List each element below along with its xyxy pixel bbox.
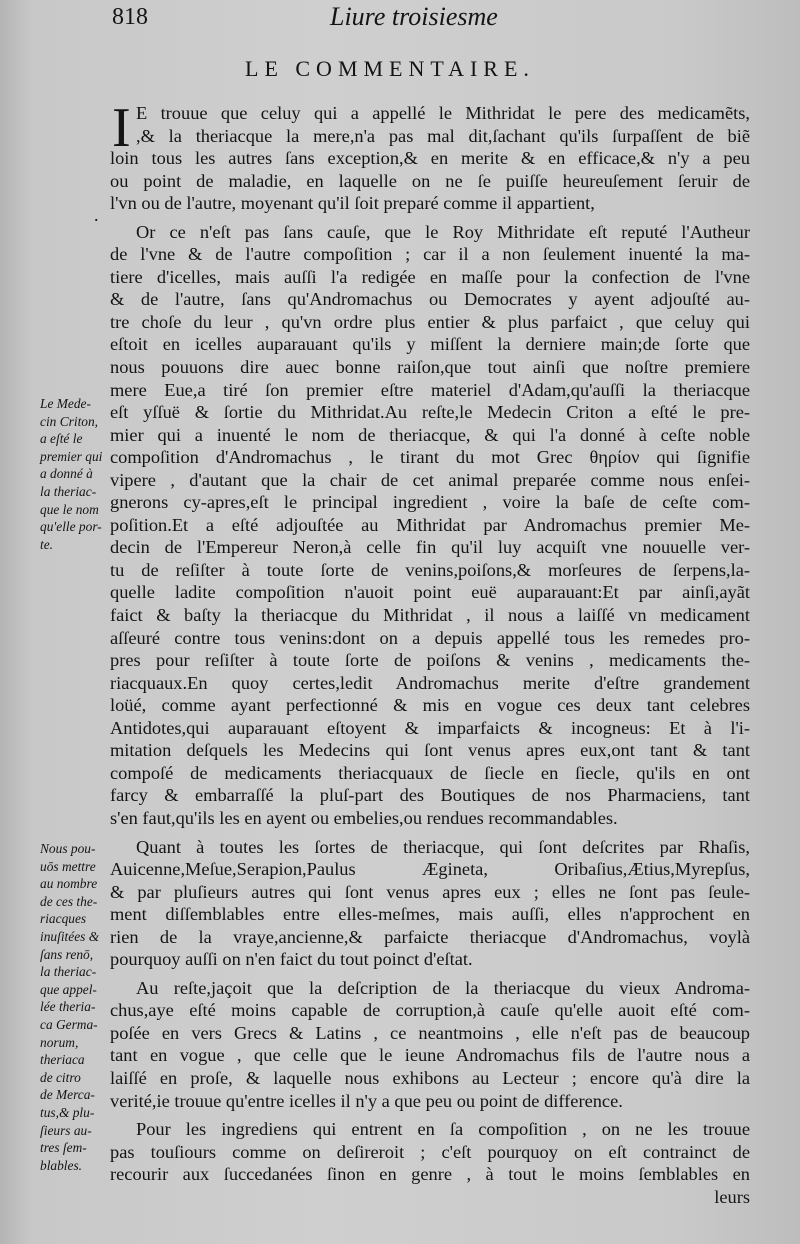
note-line: que appel- xyxy=(40,981,97,997)
text-line: de l'vne & de l'autre compoſition ; car il a non ſeulement inuenté la ma- xyxy=(110,244,750,265)
text-line: pres pour reſiſter à toute ſorte de poiſons & venins , medicaments the- xyxy=(110,650,750,671)
note-line: a donné à xyxy=(40,466,93,482)
text-line: faict & baſty la theriacque du Mithridat , il nous a laiſſé vn medicament xyxy=(110,605,750,626)
note-line: la theriac- xyxy=(40,483,97,499)
drop-cap: I xyxy=(112,97,131,159)
note-line: de citro xyxy=(40,1069,81,1085)
text-line: Auicenne,Meſue,Serapion,Paulus Æginetа, Oribaſius,Ætius,Myrepſus, xyxy=(110,859,750,880)
main-text xyxy=(110,97,750,1208)
note-line: ſieurs au- xyxy=(40,1122,92,1138)
note-line: norum, xyxy=(40,1034,79,1050)
text-line: decin de l'Empereur Neron,à celle fin qu'il luy acquiſt vne nouuelle ver- xyxy=(110,537,750,558)
text-line: s'en faut,qu'ils les en ayent ou embelies,ou rendues recommandables. xyxy=(110,807,618,828)
text-line: gnerons cy-apres,eſt le principal ingredient , voire la baſe de ceſte com- xyxy=(110,492,750,513)
text-line: eſt yſſuë & ſortie du Mithridat.Au reſte,le Medecin Criton a eſté le pre- xyxy=(110,402,750,423)
text-line: vipere , d'autant que la chair de cet animal preparée comme nous enſei- xyxy=(110,469,750,490)
note-line: premier qui xyxy=(40,448,103,464)
text-line: mitation deſquels les Medecins qui ſont venus apres eux,ont tant & tant xyxy=(110,740,750,761)
note-line: riacques xyxy=(40,911,87,927)
text-line: loüé, comme ayant perfectionné & mis en vogue ces deux tant celebres xyxy=(110,695,750,716)
note-line: lée theria- xyxy=(40,999,96,1015)
text-line: ment diſſemblables entre elles-meſmes, mais auſſi, elles n'approchent en xyxy=(110,904,750,925)
text-line: farcy & embarraſſé la pluſ-part des Boutiques de nos Pharmaciens, tant xyxy=(110,785,750,806)
note-line: de ces the- xyxy=(40,893,98,909)
note-line: uōs mettre xyxy=(40,858,96,874)
note-line: Le Mede- xyxy=(40,396,91,411)
text-line: Pour les ingrediens qui entrent en ſa compoſition , on ne les trouue xyxy=(136,1119,750,1140)
text-line: aſſeuré contre tous venins:dont on a depuis appellé tous les remedes pro- xyxy=(110,627,750,648)
text-line: riacquaux.En quoy certes,ledit Andromachus merite d'eſtre grandement xyxy=(110,672,750,693)
text-line: eſtoit en icelles auparauant qu'ils y miſſent la derniere main;de ſorte que xyxy=(110,334,750,355)
note-line: Nous pou- xyxy=(40,841,96,856)
note-line: la theriac- xyxy=(40,964,97,980)
note-line: inuſitées & xyxy=(40,928,100,944)
text-line: nous pouuons dire auec bonne raiſon,que tout ainſi que noſtre premiere xyxy=(110,357,750,378)
note-line: blables. xyxy=(40,1157,83,1173)
text-line: ,& la theriacque la mere,n'a pas mal dit,ſachant qu'ils ſurpaſſent de biẽ xyxy=(136,125,750,146)
text-line: compoſition d'Andromachus , le tirant du mot Grec θηρίον qui ſignifie xyxy=(110,447,750,468)
margin-note-criton xyxy=(40,395,124,553)
note-line: a eſté le xyxy=(40,431,83,447)
section-title: LE COMMENTAIRE. xyxy=(245,56,535,81)
note-line: que le nom xyxy=(40,501,99,517)
catchword: leurs xyxy=(714,1186,750,1207)
text-line: pas touſiours comme on deſireroit ; c'eſt pourquoy on eſt contrainct de xyxy=(110,1141,750,1162)
note-line: cin Criton, xyxy=(40,413,99,429)
text-line: mere Eue,a tiré ſon premier eſtre materiel d'Adam,qu'auſſi la theriacque xyxy=(110,379,750,400)
text-line: poſition.Et a eſté adjouſtée au Mithridat par Andromachus premier Me- xyxy=(110,514,750,535)
page-number: 818 xyxy=(112,4,148,30)
note-line: theriaca xyxy=(40,1052,85,1068)
text-line: tiere d'icelles, mais auſſi l'a redigée en maſſe pour la confection de l'vne xyxy=(110,266,750,287)
text-line: Au reſte,jaçoit que la deſcription de la theriacque du vieux Androma- xyxy=(136,977,750,998)
text-line: laiſſé en proſe, & laquelle nous exhibons au Lecteur ; encore qu'à dire la xyxy=(110,1067,750,1088)
text-line: mier qui a inuenté le nom de theriacque, & qui l'a donné à ceſte noble xyxy=(110,424,750,445)
note-line: tus,& plu- xyxy=(40,1104,95,1120)
note-line: ſans renō, xyxy=(40,946,94,962)
text-line: Or ce n'eſt pas ſans cauſe, que le Roy Mithridate eſt reputé l'Autheur xyxy=(136,221,750,242)
text-line: & par pluſieurs autres qui ſont venus apres eux ; elles ne ſont pas ſeule- xyxy=(110,881,750,902)
note-line: te. xyxy=(40,536,54,552)
note-line: de Merca- xyxy=(40,1087,95,1103)
text-line: Antidotes,qui auparauant eſtoyent & imparfaicts & incogneus: Et à l'i- xyxy=(110,717,750,738)
text-line: verité,ie trouue qu'entre icelles il n'y a que peu ou point de difference. xyxy=(110,1090,623,1111)
text-line: quelle ladite compoſition n'auoit point euë auparauant:Et par ainſi,ayãt xyxy=(110,582,750,603)
note-line: ca Germa- xyxy=(40,1016,98,1032)
text-line: pourquoy auſſi on n'en faict du tout poinct d'eſtat. xyxy=(110,949,473,970)
text-line: l'vn ou de l'autre, moyenant qu'il ſoit preparé comme il appartient, xyxy=(110,193,595,214)
text-line: Quant à toutes les ſortes de theriacque, qui ſont deſcrites par Rhaſis, xyxy=(136,836,750,857)
text-line: recourir aux ſuccedanées ſinon en genre , à tout le moins ſemblables en xyxy=(110,1164,750,1185)
text-line: tant en vogue , que celle que le ieune Andromachus fils de l'autre nous a xyxy=(110,1045,750,1066)
text-line: tu de reſiſter à toute ſorte de venins,poiſons,& morſeures de ſerpens,la- xyxy=(110,559,750,580)
text-line: compoſé de medicaments theriacquaux de ſiecle en ſiecle, qu'ils en ont xyxy=(110,762,750,783)
text-line: poſée en vers Grecs & Latins , ce neantmoins , elle n'eſt pas de beaucoup xyxy=(110,1022,750,1043)
note-line: au nombre xyxy=(40,876,98,892)
text-line: tre choſe du leur , qu'vn ordre plus entier & plus parfaict , que celuy qui xyxy=(110,311,750,332)
margin-note-theriacques xyxy=(40,840,124,1174)
text-line: ou point de maladie, en laquelle on ne ſe puiſſe heureuſement ſeruir de xyxy=(110,170,750,191)
text-line: & de l'autre, ſans qu'Andromachus ou Democrates y ayent adjouſté au- xyxy=(110,289,750,310)
note-line: tres ſem- xyxy=(40,1140,87,1156)
note-line: qu'elle por- xyxy=(40,519,102,535)
marginal-mark: . xyxy=(94,205,99,225)
running-head: Liure troisiesme xyxy=(330,2,498,31)
text-line: loin tous les autres ſans exception,& en merite & en efficace,& n'y a peu xyxy=(110,148,750,169)
text-line: E trouue que celuy qui a appellé le Mithridat le pere des medicamẽts, xyxy=(136,103,750,123)
text-line: chus,aye eſté moins capable de corruption,à cauſe qu'elle auoit eſté com- xyxy=(110,1000,750,1021)
text-line: rien de la vraye,ancienne,& parfaicte theriacque d'Andromachus, voylà xyxy=(110,926,750,947)
